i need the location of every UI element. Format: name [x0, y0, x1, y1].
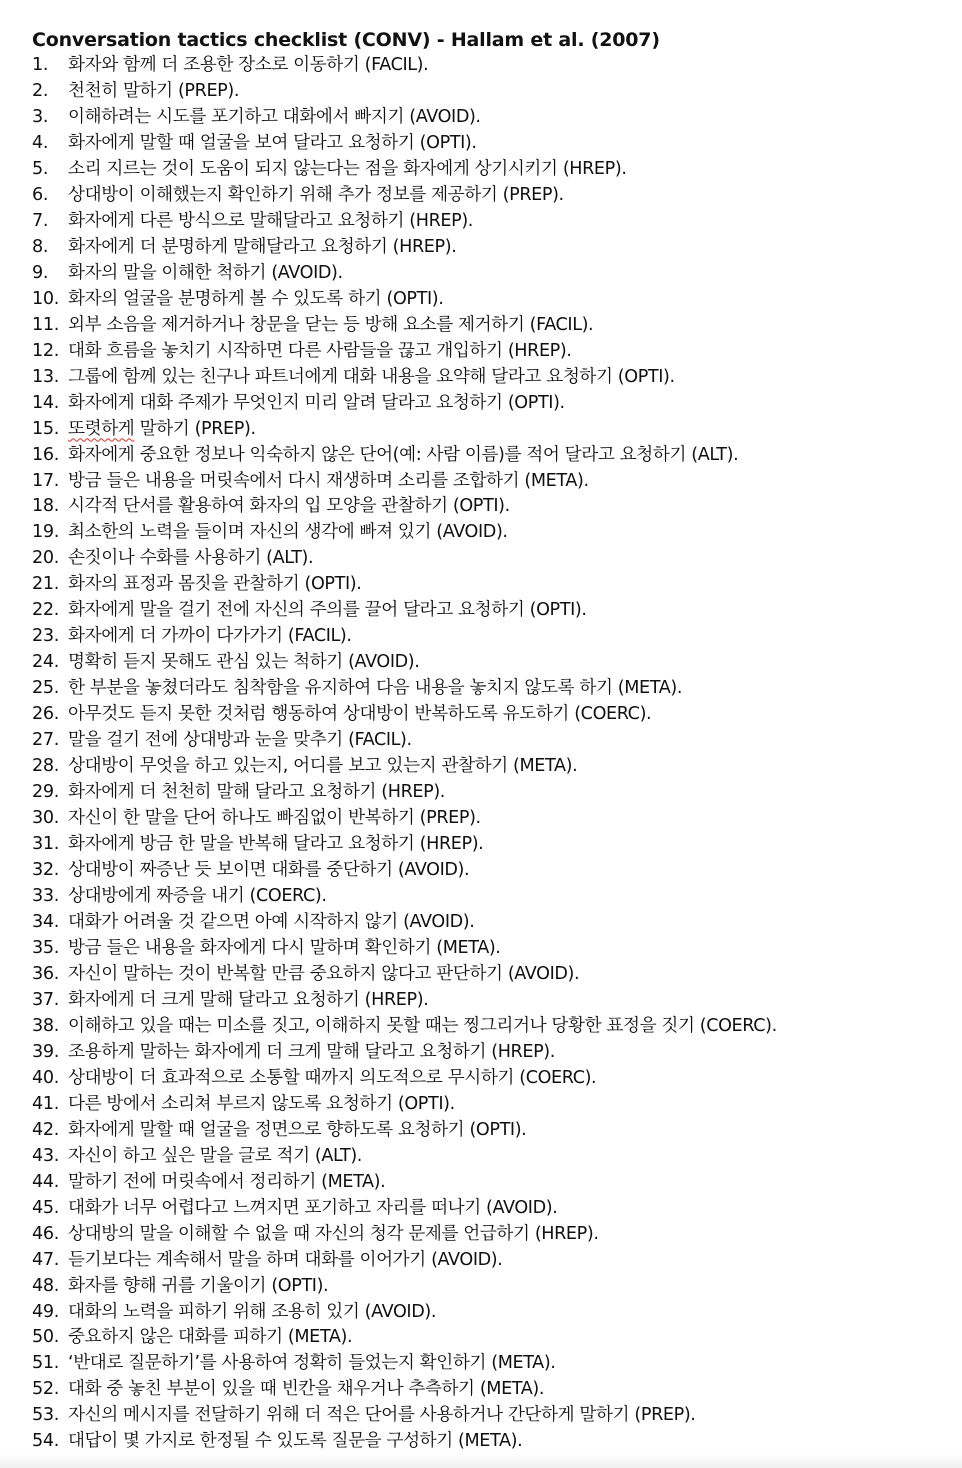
checklist-item	[0, 1248, 962, 1274]
item-number: 19.	[32, 522, 60, 543]
checklist-item	[0, 365, 962, 391]
checklist-item	[0, 494, 962, 520]
item-text: 대화 중 놓친 부분이 있을 때 빈칸을 채우거나 추측하기 (META).	[68, 1379, 545, 1400]
checklist-item	[0, 79, 962, 105]
item-text: ‘반대로 질문하기’를 사용하여 정확히 들었는지 확인하기 (META).	[68, 1353, 556, 1374]
item-number: 28.	[32, 756, 60, 777]
item-text: 말을 걸기 전에 상대방과 눈을 맞추기 (FACIL).	[68, 730, 412, 751]
item-text: 화자에게 더 분명하게 말해달라고 요청하기 (HREP).	[68, 236, 457, 257]
item-number: 50.	[32, 1327, 60, 1348]
item-text: 자신이 말하는 것이 반복할 만큼 중요하지 않다고 판단하기 (AVOID).	[68, 963, 580, 984]
checklist-item	[0, 339, 962, 365]
item-number: 14.	[32, 392, 60, 413]
item-number: 40.	[32, 1067, 60, 1088]
checklist-item	[0, 806, 962, 832]
checklist-item	[0, 183, 962, 209]
checklist	[0, 53, 962, 1455]
item-number: 18.	[32, 496, 60, 517]
checklist-item	[0, 287, 962, 313]
item-text: 대화가 너무 어렵다고 느껴지면 포기하고 자리를 떠나기 (AVOID).	[68, 1197, 558, 1218]
checklist-item	[0, 1403, 962, 1429]
checklist-item	[0, 1274, 962, 1300]
item-number: 23.	[32, 626, 60, 647]
item-text: 소리 지르는 것이 도움이 되지 않는다는 점을 화자에게 상기시키기 (HREP).	[68, 158, 627, 179]
checklist-item	[0, 391, 962, 417]
item-number: 1.	[32, 55, 49, 75]
checklist-item	[0, 131, 962, 157]
checklist-item	[0, 676, 962, 702]
item-number: 42.	[32, 1119, 60, 1140]
item-text: 시각적 단서를 활용하여 화자의 입 모양을 관찰하기 (OPTI).	[68, 496, 510, 517]
checklist-item	[0, 1351, 962, 1377]
item-number: 32.	[32, 860, 60, 881]
item-number: 31.	[32, 834, 60, 855]
item-number: 29.	[32, 782, 60, 803]
item-text: 상대방이 짜증난 듯 보이면 대화를 중단하기 (AVOID).	[68, 860, 470, 881]
item-text: 대화가 어려울 것 같으면 아예 시작하지 않기 (AVOID).	[68, 911, 475, 932]
item-number: 33.	[32, 886, 60, 906]
checklist-item	[0, 728, 962, 754]
item-text: 상대방이 무엇을 하고 있는지, 어디를 보고 있는지 관찰하기 (META).	[68, 756, 578, 777]
item-number: 21.	[32, 574, 60, 595]
item-number: 27.	[32, 730, 60, 751]
checklist-item	[0, 417, 962, 443]
item-text: 조용하게 말하는 화자에게 더 크게 말해 달라고 요청하기 (HREP).	[68, 1041, 555, 1062]
item-text: 대답이 몇 가지로 한정될 수 있도록 질문을 구성하기 (META).	[68, 1431, 523, 1452]
checklist-item	[0, 261, 962, 287]
item-text: 화자의 얼굴을 분명하게 볼 수 있도록 하기 (OPTI).	[68, 288, 444, 309]
checklist-item	[0, 884, 962, 910]
item-number: 53.	[32, 1405, 60, 1426]
checklist-item	[0, 936, 962, 962]
item-text: 그룹에 함께 있는 친구나 파트너에게 대화 내용을 요약해 달라고 요청하기 (OPTI).	[68, 366, 675, 387]
item-number: 52.	[32, 1379, 60, 1400]
item-number: 11.	[32, 314, 60, 335]
item-text: 화자와 함께 더 조용한 장소로 이동하기 (FACIL).	[68, 55, 429, 75]
item-number: 13.	[32, 366, 60, 387]
item-text: 화자에게 말할 때 얼굴을 정면으로 향하도록 요청하기 (OPTI).	[68, 1119, 527, 1140]
item-number: 7.	[32, 210, 49, 231]
checklist-item	[0, 1118, 962, 1144]
item-text: 자신의 메시지를 전달하기 위해 더 적은 단어를 사용하거나 간단하게 말하기 (PREP).	[68, 1405, 696, 1426]
item-text: 대화 흐름을 놓치기 시작하면 다른 사람들을 끊고 개입하기 (HREP).	[68, 340, 572, 361]
item-text: 듣기보다는 계속해서 말을 하며 대화를 이어가기 (AVOID).	[68, 1249, 503, 1270]
item-text: 자신이 한 말을 단어 하나도 빠짐없이 반복하기 (PREP).	[68, 808, 481, 829]
checklist-item	[0, 754, 962, 780]
checklist-item	[0, 53, 962, 79]
document-title: Conversation tactics checklist (CONV) - Hallam et al. (2007)	[32, 29, 660, 51]
item-number: 2.	[32, 80, 49, 101]
checklist-item	[0, 624, 962, 650]
item-number: 49.	[32, 1301, 60, 1322]
item-text: 손짓이나 수화를 사용하기 (ALT).	[68, 548, 314, 569]
item-text: 이해하려는 시도를 포기하고 대화에서 빠지기 (AVOID).	[68, 106, 481, 127]
checklist-item	[0, 832, 962, 858]
item-text: 화자에게 대화 주제가 무엇인지 미리 알려 달라고 요청하기 (OPTI).	[68, 392, 565, 413]
item-text: 상대방의 말을 이해할 수 없을 때 자신의 청각 문제를 언급하기 (HREP).	[68, 1223, 599, 1244]
item-text: 화자에게 더 가까이 다가가기 (FACIL).	[68, 626, 352, 647]
page-bottom-edge	[0, 1454, 962, 1468]
checklist-item	[0, 1325, 962, 1351]
item-number: 5.	[32, 158, 49, 179]
checklist-item	[0, 546, 962, 572]
item-text: 화자에게 중요한 정보나 익숙하지 않은 단어(예: 사람 이름)를 적어 달라고 요청하기 (ALT).	[68, 444, 739, 465]
item-number: 54.	[32, 1431, 60, 1452]
item-text: 화자에게 더 크게 말해 달라고 요청하기 (HREP).	[68, 989, 429, 1010]
checklist-item	[0, 858, 962, 884]
item-number: 45.	[32, 1197, 60, 1218]
item-number: 48.	[32, 1275, 60, 1296]
checklist-item	[0, 1066, 962, 1092]
checklist-item	[0, 443, 962, 469]
item-number: 47.	[32, 1249, 60, 1270]
item-text: 말하기 전에 머릿속에서 정리하기 (META).	[68, 1171, 386, 1192]
checklist-item	[0, 1222, 962, 1248]
item-text: 최소한의 노력을 들이며 자신의 생각에 빠져 있기 (AVOID).	[68, 522, 508, 543]
checklist-item	[0, 520, 962, 546]
item-number: 15.	[32, 418, 60, 439]
checklist-item	[0, 962, 962, 988]
checklist-item	[0, 988, 962, 1014]
item-text: 이해하고 있을 때는 미소를 짓고, 이해하지 못할 때는 찡그리거나 당황한 표정을 짓기 (COERC).	[68, 1015, 777, 1036]
item-number: 16.	[32, 444, 60, 465]
item-text: 화자의 표정과 몸짓을 관찰하기 (OPTI).	[68, 574, 362, 595]
item-text: 화자에게 다른 방식으로 말해달라고 요청하기 (HREP).	[68, 210, 473, 231]
checklist-item	[0, 1144, 962, 1170]
item-number: 36.	[32, 963, 60, 984]
item-number: 24.	[32, 652, 60, 673]
item-text: 화자에게 말을 걸기 전에 자신의 주의를 끌어 달라고 요청하기 (OPTI).	[68, 600, 587, 621]
item-text: 한 부분을 놓쳤더라도 침착함을 유지하여 다음 내용을 놓치지 않도록 하기 (META).	[68, 678, 683, 699]
item-text: 대화의 노력을 피하기 위해 조용히 있기 (AVOID).	[68, 1301, 437, 1322]
checklist-item	[0, 1196, 962, 1222]
item-text: 중요하지 않은 대화를 피하기 (META).	[68, 1327, 353, 1348]
checklist-item	[0, 910, 962, 936]
checklist-item	[0, 572, 962, 598]
checklist-item	[0, 702, 962, 728]
checklist-item	[0, 209, 962, 235]
item-number: 51.	[32, 1353, 60, 1374]
item-number: 8.	[32, 236, 49, 257]
item-number: 38.	[32, 1015, 60, 1036]
item-number: 9.	[32, 262, 49, 283]
item-number: 4.	[32, 132, 49, 153]
checklist-item	[0, 1014, 962, 1040]
item-text: 자신이 하고 싶은 말을 글로 적기 (ALT).	[68, 1145, 362, 1166]
checklist-item	[0, 313, 962, 339]
checklist-item	[0, 1377, 962, 1403]
checklist-item	[0, 1429, 962, 1455]
item-number: 26.	[32, 704, 60, 725]
item-number: 6.	[32, 184, 49, 205]
item-text: 화자에게 더 천천히 말해 달라고 요청하기 (HREP).	[68, 782, 445, 803]
item-text: 외부 소음을 제거하거나 창문을 닫는 등 방해 요소를 제거하기 (FACIL).	[68, 314, 594, 335]
item-text: 다른 방에서 소리쳐 부르지 않도록 요청하기 (OPTI).	[68, 1093, 455, 1114]
checklist-item	[0, 598, 962, 624]
item-number: 20.	[32, 548, 60, 569]
item-text: 방금 들은 내용을 머릿속에서 다시 재생하며 소리를 조합하기 (META).	[68, 470, 589, 491]
checklist-item	[0, 469, 962, 495]
item-number: 25.	[32, 678, 60, 699]
item-text: 상대방에게 짜증을 내기 (COERC).	[68, 886, 327, 906]
item-text: 화자의 말을 이해한 척하기 (AVOID).	[68, 262, 343, 283]
item-text: 아무것도 듣지 못한 것처럼 행동하여 상대방이 반복하도록 유도하기 (COERC).	[68, 704, 652, 725]
checklist-item	[0, 650, 962, 676]
item-text: 화자를 향해 귀를 기울이기 (OPTI).	[68, 1275, 329, 1296]
item-text: 상대방이 이해했는지 확인하기 위해 추가 정보를 제공하기 (PREP).	[68, 184, 564, 205]
item-number: 43.	[32, 1145, 60, 1166]
item-number: 44.	[32, 1171, 60, 1192]
checklist-item	[0, 1300, 962, 1326]
item-number: 46.	[32, 1223, 60, 1244]
item-number: 35.	[32, 937, 60, 958]
checklist-item	[0, 1040, 962, 1066]
checklist-item	[0, 1092, 962, 1118]
item-number: 39.	[32, 1041, 60, 1062]
item-number: 17.	[32, 470, 60, 491]
checklist-item	[0, 235, 962, 261]
item-number: 22.	[32, 600, 60, 621]
item-number: 12.	[32, 340, 60, 361]
item-text: 명확히 듣지 못해도 관심 있는 척하기 (AVOID).	[68, 652, 420, 673]
checklist-item	[0, 1170, 962, 1196]
item-text: 화자에게 말할 때 얼굴을 보여 달라고 요청하기 (OPTI).	[68, 132, 477, 153]
item-text-rest: 말하기 (PREP).	[134, 418, 256, 439]
item-number: 34.	[32, 911, 60, 932]
checklist-item	[0, 157, 962, 183]
item-text: 방금 들은 내용을 화자에게 다시 말하며 확인하기 (META).	[68, 937, 501, 958]
item-number: 41.	[32, 1093, 60, 1114]
item-text: 화자에게 방금 한 말을 반복해 달라고 요청하기 (HREP).	[68, 834, 484, 855]
checklist-item	[0, 105, 962, 131]
item-number: 37.	[32, 989, 60, 1010]
item-text	[68, 417, 256, 443]
checklist-item	[0, 780, 962, 806]
item-text: 천천히 말하기 (PREP).	[68, 80, 240, 101]
item-number: 30.	[32, 808, 60, 829]
item-number: 10.	[32, 288, 60, 309]
spellcheck-flagged-word: 또렷하게	[68, 418, 135, 439]
item-text: 상대방이 더 효과적으로 소통할 때까지 의도적으로 무시하기 (COERC).	[68, 1067, 597, 1088]
item-number: 3.	[32, 106, 49, 127]
